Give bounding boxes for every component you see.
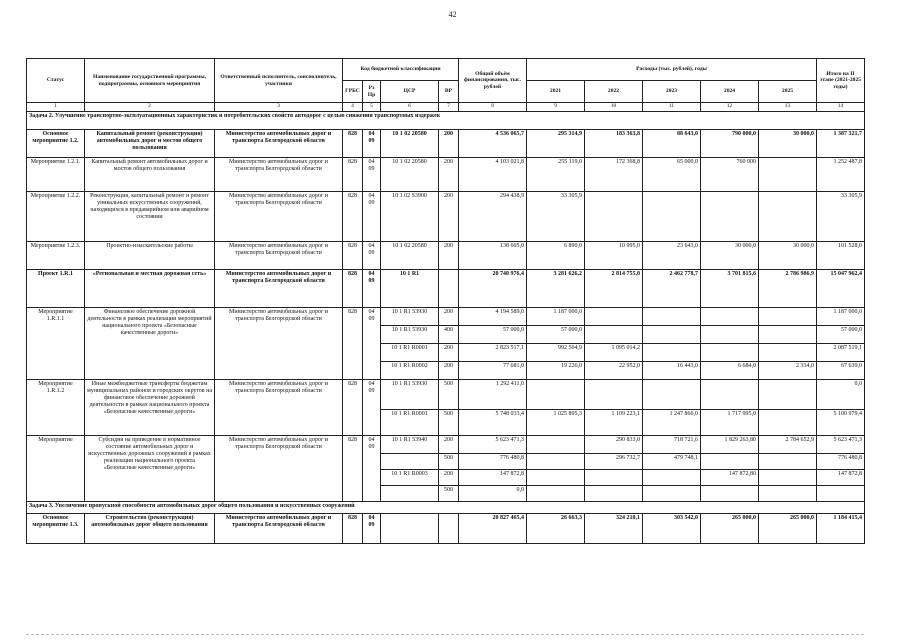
header-2025: 2025 bbox=[759, 81, 817, 103]
column-number: 6 bbox=[381, 103, 439, 112]
row-vr: 200 bbox=[439, 130, 459, 158]
row-2025 bbox=[759, 454, 817, 470]
row-executor: Министерство автомобильных дорог и транспорта Белгородской области bbox=[215, 270, 343, 308]
table-row bbox=[27, 308, 865, 326]
row-2022: 172 368,8 bbox=[585, 158, 643, 192]
row-stage: 33 305,9 bbox=[817, 192, 865, 242]
row-total: 20 740 976,4 bbox=[459, 270, 527, 308]
row-2021: 26 663,3 bbox=[527, 514, 585, 544]
row-2025 bbox=[759, 344, 817, 362]
row-2021 bbox=[527, 436, 585, 454]
row-vr: 200 bbox=[439, 362, 459, 380]
row-2023 bbox=[643, 470, 701, 486]
row-total: 5 623 471,3 bbox=[459, 436, 527, 454]
row-2024: 6 684,0 bbox=[701, 362, 759, 380]
row-2022: 1 095 014,2 bbox=[585, 344, 643, 362]
header-expenses-group: Расходы (тыс. рублей), годы bbox=[527, 59, 817, 81]
row-2021: 33 305,9 bbox=[527, 192, 585, 242]
row-stage: 101 528,0 bbox=[817, 242, 865, 270]
row-2022: 290 833,0 bbox=[585, 436, 643, 454]
row-2021: 295 314,9 bbox=[527, 130, 585, 158]
row-2025 bbox=[759, 326, 817, 344]
task-2-row bbox=[27, 112, 865, 130]
header-csr: ЦСР bbox=[381, 81, 439, 103]
row-csr: 10 1 R1 53930 bbox=[381, 308, 439, 326]
row-2022 bbox=[585, 326, 643, 344]
column-number: 3 bbox=[215, 103, 343, 112]
row-2022: 10 995,0 bbox=[585, 242, 643, 270]
row-2021: 3 281 626,2 bbox=[527, 270, 585, 308]
row-2024 bbox=[701, 486, 759, 502]
page-number: 42 bbox=[448, 10, 457, 19]
column-number: 8 bbox=[459, 103, 527, 112]
column-number: 12 bbox=[701, 103, 759, 112]
row-2023: 303 542,0 bbox=[643, 514, 701, 544]
row-2022: 183 363,8 bbox=[585, 130, 643, 158]
row-name: Иные межбюджетные трансферты бюджетам муниципальных районов и городских округов на финансовое обеспечение дорожной деятельности в рамках национального проекта «Безопасные качественные дороги» bbox=[85, 380, 215, 436]
row-2021: 255 119,0 bbox=[527, 158, 585, 192]
table-row bbox=[27, 380, 865, 410]
row-2023 bbox=[643, 326, 701, 344]
row-2024: 1 717 995,0 bbox=[701, 410, 759, 436]
row-stage: 147 872,8 bbox=[817, 470, 865, 486]
table-row bbox=[27, 192, 865, 242]
row-stage: 67 639,0 bbox=[817, 362, 865, 380]
row-2023 bbox=[643, 344, 701, 362]
row-2024 bbox=[701, 326, 759, 344]
column-number: 1 bbox=[27, 103, 85, 112]
row-vr: 200 bbox=[439, 192, 459, 242]
row-2022: 324 210,1 bbox=[585, 514, 643, 544]
row-name: «Региональная и местная дорожная сеть» bbox=[85, 270, 215, 308]
row-2025 bbox=[759, 470, 817, 486]
row-grbs: 828 bbox=[343, 308, 363, 380]
row-csr: 10 1 R1 R0001 bbox=[381, 410, 439, 436]
row-total: 5 748 033,4 bbox=[459, 410, 527, 436]
row-2021 bbox=[527, 454, 585, 470]
row-2025 bbox=[759, 380, 817, 410]
row-vr: 200 bbox=[439, 308, 459, 326]
row-vr bbox=[439, 270, 459, 308]
row-grbs: 828 bbox=[343, 270, 363, 308]
column-numbers-row bbox=[27, 103, 865, 112]
row-grbs: 828 bbox=[343, 380, 363, 436]
row-grbs: 828 bbox=[343, 130, 363, 158]
row-vr: 200 bbox=[439, 344, 459, 362]
row-2023: 2 462 778,7 bbox=[643, 270, 701, 308]
row-status: Мероприятие bbox=[27, 436, 85, 502]
column-number: 2 bbox=[85, 103, 215, 112]
row-stage: 57 000,0 bbox=[817, 326, 865, 344]
row-2025: 2 334,0 bbox=[759, 362, 817, 380]
row-grbs: 828 bbox=[343, 192, 363, 242]
row-csr: 10 1 02 20580 bbox=[381, 130, 439, 158]
row-stage: 5 623 471,3 bbox=[817, 436, 865, 454]
task-2-title: Задача 2. Улучшение транспортно-эксплуатационных характеристик и потребительских свойств автодорог с целью снижения транспортных издержек bbox=[27, 112, 865, 130]
row-total: 57 000,0 bbox=[459, 326, 527, 344]
row-grbs: 828 bbox=[343, 436, 363, 502]
row-2024: 3 701 815,6 bbox=[701, 270, 759, 308]
header-status: Статус bbox=[27, 59, 85, 103]
table-row bbox=[27, 436, 865, 454]
row-2021: 1 187 000,0 bbox=[527, 308, 585, 326]
row-2024: 760 000 bbox=[701, 158, 759, 192]
row-2025: 265 000,0 bbox=[759, 514, 817, 544]
row-2021 bbox=[527, 380, 585, 410]
row-2025: 2 786 986,9 bbox=[759, 270, 817, 308]
column-number: 13 bbox=[759, 103, 817, 112]
column-number: 10 bbox=[585, 103, 643, 112]
row-total: 776 480,8 bbox=[459, 454, 527, 470]
row-2022 bbox=[585, 486, 643, 502]
row-csr: 10 1 02 20580 bbox=[381, 158, 439, 192]
row-rz: 04 09 bbox=[363, 130, 381, 158]
row-vr: 200 bbox=[439, 242, 459, 270]
row-executor: Министерство автомобильных дорог и транспорта Белгородской области bbox=[215, 192, 343, 242]
row-total: 138 605,0 bbox=[459, 242, 527, 270]
header-2024: 2024 bbox=[701, 81, 759, 103]
row-2025 bbox=[759, 410, 817, 436]
row-2024: 1 829 263,80 bbox=[701, 436, 759, 454]
row-csr: 10 1 R1 R0002 bbox=[381, 362, 439, 380]
row-total: 294 438,9 bbox=[459, 192, 527, 242]
header-row bbox=[27, 59, 865, 81]
row-2025 bbox=[759, 486, 817, 502]
row-2024: 265 000,0 bbox=[701, 514, 759, 544]
row-2024 bbox=[701, 454, 759, 470]
row-2021: 992 504,9 bbox=[527, 344, 585, 362]
row-name: Субсидия на приведение в нормативное состояние автомобильных дорог и искусственных дорожных сооружений в рамках реализации национального проекта «Безопасные качественные дороги» bbox=[85, 436, 215, 502]
row-2023: 718 721,6 bbox=[643, 436, 701, 454]
row-rz: 04 09 bbox=[363, 242, 381, 270]
row-rz: 04 09 bbox=[363, 436, 381, 502]
row-executor: Министерство автомобильных дорог и транспорта Белгородской области bbox=[215, 308, 343, 380]
column-number: 11 bbox=[643, 103, 701, 112]
row-stage: 5 100 979,4 bbox=[817, 410, 865, 436]
row-status: Мероприятие 1.R.1.2 bbox=[27, 380, 85, 436]
row-2024: 790 000,0 bbox=[701, 130, 759, 158]
row-vr: 500 bbox=[439, 454, 459, 470]
row-2021: 57 000,0 bbox=[527, 326, 585, 344]
row-2022 bbox=[585, 308, 643, 326]
row-csr bbox=[381, 454, 439, 470]
row-csr: 10 1 R1 53930 bbox=[381, 326, 439, 344]
row-total: 4 536 065,7 bbox=[459, 130, 527, 158]
row-name: Проектно-изыскательские работы bbox=[85, 242, 215, 270]
row-2023 bbox=[643, 192, 701, 242]
row-executor: Министерство автомобильных дорог и транспорта Белгородской области bbox=[215, 130, 343, 158]
row-vr: 500 bbox=[439, 380, 459, 410]
row-2023: 65 000,0 bbox=[643, 158, 701, 192]
column-number: 4 bbox=[343, 103, 363, 112]
row-rz: 04 09 bbox=[363, 514, 381, 544]
row-executor: Министерство автомобильных дорог и транспорта Белгородской области bbox=[215, 380, 343, 436]
row-2021: 19 226,0 bbox=[527, 362, 585, 380]
row-executor: Министерство автомобильных дорог и транспорта Белгородской области bbox=[215, 514, 343, 544]
row-2025: 30 000,0 bbox=[759, 130, 817, 158]
row-2022 bbox=[585, 470, 643, 486]
row-vr: 400 bbox=[439, 326, 459, 344]
header-2023: 2023 bbox=[643, 81, 701, 103]
row-stage: 1 184 415,4 bbox=[817, 514, 865, 544]
row-2021 bbox=[527, 486, 585, 502]
row-executor: Министерство автомобильных дорог и транспорта Белгородской области bbox=[215, 158, 343, 192]
row-csr: 10 1 R1 R0003 bbox=[381, 470, 439, 486]
table-row bbox=[27, 270, 865, 308]
row-status: Мероприятие 1.2.3. bbox=[27, 242, 85, 270]
header-bcc-group: Код бюджетной классификации bbox=[343, 59, 459, 81]
row-status: Основное мероприятие 1.2. bbox=[27, 130, 85, 158]
row-2022: 22 952,0 bbox=[585, 362, 643, 380]
table-row bbox=[27, 242, 865, 270]
table-row bbox=[27, 130, 865, 158]
row-2025: 30 000,0 bbox=[759, 242, 817, 270]
header-name: Наименование государственной программы, подпрограммы, основного мероприятия bbox=[85, 59, 215, 103]
row-csr: 10 1 R1 53940 bbox=[381, 436, 439, 454]
row-total: 77 681,0 bbox=[459, 362, 527, 380]
row-2023 bbox=[643, 486, 701, 502]
row-2025 bbox=[759, 158, 817, 192]
row-vr: 500 bbox=[439, 410, 459, 436]
row-rz: 04 09 bbox=[363, 158, 381, 192]
row-2023: 1 247 866,0 bbox=[643, 410, 701, 436]
row-2023: 479 748,1 bbox=[643, 454, 701, 470]
row-total: 147 872,8 bbox=[459, 470, 527, 486]
task-3-title: Задача 3. Увеличение пропускной способности автомобильных дорог общего пользования и искусственных сооружений bbox=[27, 502, 865, 514]
row-2024: 30 000,0 bbox=[701, 242, 759, 270]
row-2023: 88 643,0 bbox=[643, 130, 701, 158]
row-2025 bbox=[759, 308, 817, 326]
task-3-row bbox=[27, 502, 865, 514]
row-2023 bbox=[643, 380, 701, 410]
row-status: Мероприятие 1.R.1.1 bbox=[27, 308, 85, 380]
row-2022: 296 732,7 bbox=[585, 454, 643, 470]
header-rz-pr: Рз Пр bbox=[363, 81, 381, 103]
row-2021: 6 890,0 bbox=[527, 242, 585, 270]
row-2024 bbox=[701, 380, 759, 410]
row-csr: 10 1 02 20580 bbox=[381, 242, 439, 270]
column-number: 5 bbox=[363, 103, 381, 112]
row-2023: 16 443,0 bbox=[643, 362, 701, 380]
row-status: Мероприятие 1.2.2. bbox=[27, 192, 85, 242]
row-executor: Министерство автомобильных дорог и транспорта Белгородской области bbox=[215, 242, 343, 270]
row-2025 bbox=[759, 192, 817, 242]
table-row bbox=[27, 514, 865, 544]
row-stage: 15 047 962,4 bbox=[817, 270, 865, 308]
row-stage: 1 187 000,0 bbox=[817, 308, 865, 326]
row-2024 bbox=[701, 344, 759, 362]
row-name: Финансовое обеспечение дорожной деятельности в рамках реализации мероприятий национального проекта «Безопасные качественные дороги» bbox=[85, 308, 215, 380]
row-status: Проект 1.R.1 bbox=[27, 270, 85, 308]
row-total: 4 194 589,0 bbox=[459, 308, 527, 326]
header-executor: Ответственный исполнитель, соисполнитель, участники bbox=[215, 59, 343, 103]
row-stage: 1 387 321,7 bbox=[817, 130, 865, 158]
row-2025: 2 784 652,9 bbox=[759, 436, 817, 454]
row-grbs: 828 bbox=[343, 242, 363, 270]
budget-table bbox=[26, 58, 865, 544]
row-2023: 23 643,0 bbox=[643, 242, 701, 270]
row-2023 bbox=[643, 308, 701, 326]
row-stage: 1 252 487,8 bbox=[817, 158, 865, 192]
row-2024 bbox=[701, 308, 759, 326]
row-vr: 200 bbox=[439, 470, 459, 486]
header-2021: 2021 bbox=[527, 81, 585, 103]
row-executor: Министерство автомобильных дорог и транспорта Белгородской области bbox=[215, 436, 343, 502]
row-status: Основное мероприятие 1.3. bbox=[27, 514, 85, 544]
row-rz: 04 09 bbox=[363, 308, 381, 380]
row-rz: 04 09 bbox=[363, 192, 381, 242]
row-csr bbox=[381, 514, 439, 544]
row-name: Капитальный ремонт автомобильных дорог и мостов общего пользования bbox=[85, 158, 215, 192]
row-2024: 147 872,80 bbox=[701, 470, 759, 486]
column-number: 7 bbox=[439, 103, 459, 112]
column-number: 9 bbox=[527, 103, 585, 112]
row-vr: 500 bbox=[439, 486, 459, 502]
column-number: 14 bbox=[817, 103, 865, 112]
row-2021 bbox=[527, 470, 585, 486]
row-name: Реконструкция, капитальный ремонт и ремонт уникальных искусственных сооружений, находящихся в предаварийном или аварийном состоянии bbox=[85, 192, 215, 242]
row-grbs: 828 bbox=[343, 514, 363, 544]
row-name: Капитальный ремонт (реконструкция) автомобильных дорог и мостов общего пользования bbox=[85, 130, 215, 158]
header-vr: ВР bbox=[439, 81, 459, 103]
row-stage: 776 480,8 bbox=[817, 454, 865, 470]
row-csr: 10 1 02 S3900 bbox=[381, 192, 439, 242]
row-name: Строительство (реконструкция) автомобильных дорог общего пользования bbox=[85, 514, 215, 544]
row-total: 4 103 021,8 bbox=[459, 158, 527, 192]
row-total: 20 827 465,4 bbox=[459, 514, 527, 544]
row-stage: 2 087 519,1 bbox=[817, 344, 865, 362]
row-stage: 0,0 bbox=[817, 380, 865, 410]
header-total: Общий объём финансирования, тыс. рублей bbox=[459, 59, 527, 103]
row-vr bbox=[439, 514, 459, 544]
row-vr: 200 bbox=[439, 158, 459, 192]
header-grbs: ГРБС bbox=[343, 81, 363, 103]
row-total: 1 292 411,0 bbox=[459, 380, 527, 410]
table-row bbox=[27, 158, 865, 192]
row-csr: 10 1 R1 R0001 bbox=[381, 344, 439, 362]
row-2024 bbox=[701, 192, 759, 242]
row-total: 2 823 517,1 bbox=[459, 344, 527, 362]
row-2022: 1 109 223,1 bbox=[585, 410, 643, 436]
row-2022 bbox=[585, 192, 643, 242]
row-2022 bbox=[585, 380, 643, 410]
row-status: Мероприятие 1.2.1. bbox=[27, 158, 85, 192]
row-rz: 04 09 bbox=[363, 270, 381, 308]
row-csr: 10 1 R1 53930 bbox=[381, 380, 439, 410]
row-2022: 2 814 755,0 bbox=[585, 270, 643, 308]
header-stage-total: Итого на II этапе (2021-2025 годы) bbox=[817, 59, 865, 103]
header-2022: 2022 bbox=[585, 81, 643, 103]
row-csr bbox=[381, 486, 439, 502]
row-vr: 200 bbox=[439, 436, 459, 454]
page-bottom-divider bbox=[26, 634, 864, 635]
row-rz: 04 09 bbox=[363, 380, 381, 436]
row-total: 0,0 bbox=[459, 486, 527, 502]
row-2021: 1 025 895,3 bbox=[527, 410, 585, 436]
row-stage bbox=[817, 486, 865, 502]
row-csr: 10 1 R1 bbox=[381, 270, 439, 308]
row-grbs: 828 bbox=[343, 158, 363, 192]
